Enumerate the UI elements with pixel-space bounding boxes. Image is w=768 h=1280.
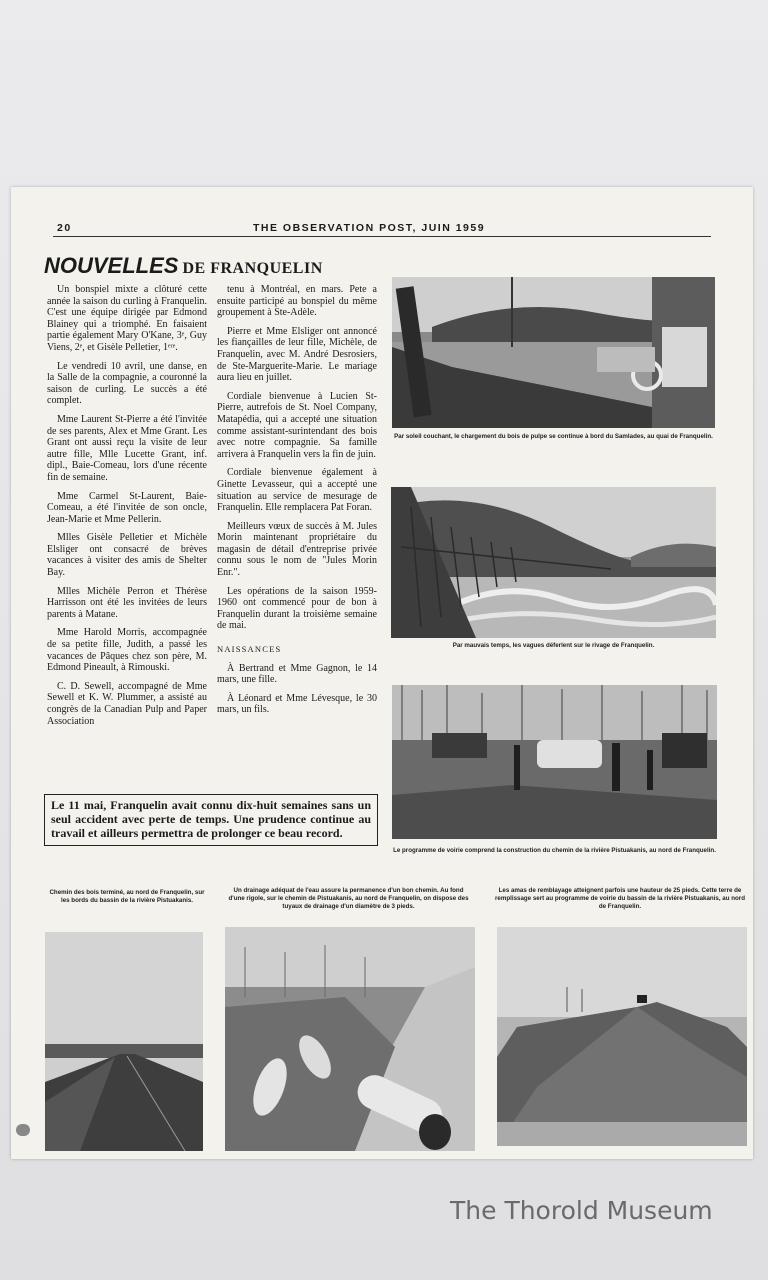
page-header: [53, 222, 711, 237]
paragraph: Mme Harold Morris, accompagnée de sa petite fille, Judith, a passé les vacances de Pâques chez son père, M. Edmond Pineault, à Rimouski.: [47, 627, 207, 674]
paragraph: Le vendredi 10 avril, une danse, en la Salle de la compagnie, a couronné la saison de curling. Le succès a été complet.: [47, 360, 207, 407]
publication-title: THE OBSERVATION POST, JUIN 1959: [253, 222, 486, 234]
photo-caption: Un drainage adéquat de l'eau assure la permanence d'un bon chemin. Au fond d'une rigole, sur le chemin de Pistuakanis, au nord de Franquelin, on dispose des tuyaux de drainage d'un diamètre de 3 pieds.: [228, 887, 469, 911]
photo-caption: Le programme de voirie comprend la construction du chemin de la rivière Pistuakanis, au nord de Franquelin.: [393, 847, 716, 854]
headline-part2: DE FRANQUELIN: [182, 260, 323, 277]
paragraph: Cordiale bienvenue également à Ginette Levasseur, qui a accepté une situation au service de mesurage de Franquelin. Elle remplacera Pat Foran.: [217, 467, 377, 514]
earth-mound-image: [497, 927, 747, 1146]
photo-drainage-pipes: [225, 927, 475, 1151]
photo-caption: Les amas de remblayage atteignent parfois une hauteur de 25 pieds. Cette terre de remplissage sert au programme de voirie du bassin de la rivière Pistuakanis, au nord de Franquelin.: [495, 887, 745, 911]
road-construction-image: [392, 685, 717, 839]
paragraph: C. D. Sewell, accompagné de Mme Sewell et K. W. Plummer, a assisté au congrès de la Canadian Pulp and Paper Association: [47, 680, 207, 727]
waves-image: [391, 487, 716, 638]
photo-waves: [391, 487, 716, 638]
paragraph: Mlles Gisèle Pelletier et Michèle Elsliger ont consacré de brèves vacances à visiter des amis de Shelter Bay.: [47, 532, 207, 579]
photo-forest-road: [45, 932, 203, 1151]
paragraph: Cordiale bienvenue à Lucien St-Pierre, autrefois de St. Noel Company, Matapédia, qui a accepté une situation comme assistant-surintendant des bois avec notre compagnie. Sa famille arrivera à Franquelin vers la fin de juin.: [217, 390, 377, 460]
text-column-1: [47, 284, 207, 734]
watermark-text: The Thorold Museum: [450, 1196, 713, 1225]
drainage-pipes-image: [225, 927, 475, 1151]
birth-item: À Bertrand et Mme Gagnon, le 14 mars, une fille.: [217, 662, 377, 686]
photo-road-construction: [392, 685, 717, 839]
paragraph: Mme Carmel St-Laurent, Baie-Comeau, a été l'invitée de son oncle, Jean-Marie et Mme Pellerin.: [47, 490, 207, 525]
forest-road-image: [45, 932, 203, 1151]
paragraph: tenu à Montréal, en mars. Pete a ensuite participé au bonspiel du même groupement à Ste-Adèle.: [217, 284, 377, 319]
headline-part1: NOUVELLES: [44, 253, 179, 278]
paragraph: Un bonspiel mixte a clôturé cette année la saison du curling à Franquelin. C'est une équipe dirigée par Edmond Blainey qui a triomphé. En faisaient partie également Mary O'Kane, 3ᵉ, Guy Viens, 2ᵉ, et Gisèle Pelletier, 1ᵉʳᵉ.: [47, 284, 207, 353]
photo-caption: Par mauvais temps, les vagues déferlent sur le rivage de Franquelin.: [452, 642, 655, 649]
page-number: 20: [57, 222, 72, 234]
stamp-mark: [16, 1124, 30, 1136]
article-headline: [44, 253, 323, 279]
safety-notice-box: [44, 794, 378, 846]
ship-loading-image: [392, 277, 715, 428]
paragraph: Mme Laurent St-Pierre a été l'invitée de ses parents, Alex et Mme Grant. Les Grant ont aussi reçu la visite de leur autre fille, Mlle Lucette Grant, inf. dipl., Baie-Comeau, lors d'une récente fin de semaine.: [47, 413, 207, 483]
text-column-2: [217, 284, 377, 723]
newspaper-page: [11, 187, 753, 1159]
photo-ship-loading: [392, 277, 715, 428]
births-heading: NAISSANCES: [217, 644, 282, 655]
paragraph: Les opérations de la saison 1959-1960 ont commencé pour de bon à Franquelin durant la troisième semaine de mai.: [217, 585, 377, 632]
safety-notice-text: Le 11 mai, Franquelin avait connu dix-huit semaines sans un seul accident avec perte de temps. Une prudence continue au travail et ailleurs permettra de prolonger ce beau record.: [51, 798, 371, 840]
paragraph: Pierre et Mme Elsliger ont annoncé les fiançailles de leur fille, Michèle, de Franquelin, avec M. André Desrosiers, de Ste-Marguerite-Marie. Le mariage aura lieu en juillet.: [217, 325, 377, 384]
paragraph: Meilleurs vœux de succès à M. Jules Morin maintenant propriétaire du magasin de détail d'entreprise privée connu sous le nom de "Jules Morin Enr.".: [217, 520, 377, 579]
birth-item: À Léonard et Mme Lévesque, le 30 mars, un fils.: [217, 692, 377, 716]
photo-caption: Chemin des bois terminé, au nord de Franquelin, sur les bords du bassin de la rivière Pistuakanis.: [49, 889, 205, 905]
paragraph: Mlles Michèle Perron et Thérèse Harrisson ont été les invitées de leurs parents à Matane.: [47, 585, 207, 620]
photo-caption: Par soleil couchant, le chargement du bois de pulpe se continue à bord du Samlades, au quai de Franquelin.: [394, 433, 713, 440]
photo-earth-mound: [497, 927, 747, 1146]
